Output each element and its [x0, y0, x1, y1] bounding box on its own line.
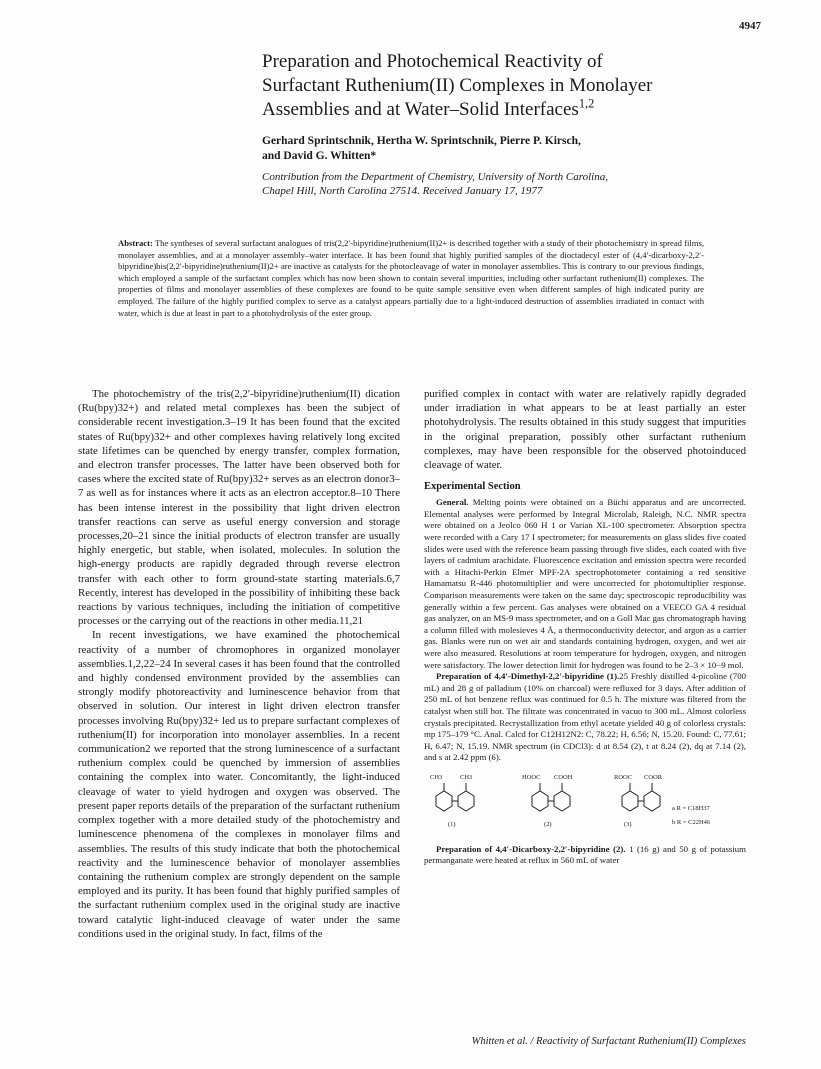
structure-3 — [622, 783, 660, 811]
structure-2 — [532, 783, 570, 811]
ring-1b — [458, 791, 474, 811]
ring-2b — [554, 791, 570, 811]
page-number: 4947 — [739, 20, 761, 32]
label-hooc-a: HOOC — [522, 773, 541, 781]
authors-line-2: and David G. Whitten* — [262, 150, 377, 162]
affiliation-line-1: Contribution from the Department of Chemistry, University of North Carolina, — [262, 171, 608, 183]
left-column — [78, 387, 400, 941]
experimental-heading: Experimental Section — [424, 481, 521, 493]
label-ch3-a: CH3 — [430, 773, 443, 781]
title-refs: 1,2 — [578, 96, 595, 111]
abstract — [118, 238, 704, 319]
authors-line-1: Gerhard Sprintschnik, Hertha W. Sprintschnik, Pierre P. Kirsch, — [262, 135, 581, 147]
title-line-3: Assemblies and at Water–Solid Interfaces — [262, 99, 579, 120]
prep1-text: 25 Freshly distilled 4-picoline (700 mL) and 28 g of palladium (10% on charcoal) were refluxed for 3 days. After addition of 250 mL of hot benzene reflux was continued for 0.5 h. The mixture was filtered from the catalyst when still hot. The filtrate was concentrated in vacuo to 300 mL. Almost colorless crystals precipitated. Recrystallization from ethyl acetate yielded 40 g of colorless crystals: mp 175–179 °C. Anal. Calcd for C12H12N2: C, 78.22; H, 6.56; N, 15.20. Found: C, 77.61; H, 6.47; N, 15.19. NMR spectrum (in CDCl3): d at 8.54 (2), t at 8.24 (2), dq at 7.14 (2), and s at 2.42 ppm (6). — [424, 671, 746, 763]
label-rooc: ROOC — [614, 773, 633, 781]
article-title — [262, 50, 762, 122]
intro-paragraph-1: The photochemistry of the tris(2,2′-bipyridine)ruthenium(II) dication (Ru(bpy)32+) and related metal complexes has been the subject of considerable recent investigation.3–19 It has been found that the excited states of Ru(bpy)32+ and other complexes having relatively long excited state lifetimes can be quenched by energy transfer, complex formation, and electron transfer processes. The latter have been observed both for cases where the excited state of Ru(bpy)32+ serves as an electron donor3–7 as well as for instances where it acts as an electron acceptor.8–10 There has been intense interest in the possibility that light driven electron transfer reactions can serve as useful energy conversion and storage processes,20–21 since the initial products of electron transfer are usually highly energetic, but stable, when isolated, molecules. In solution the high-energy products are rapidly degraded through reverse electron transfer with each other to form ground-state starting materials.6,7 Recently, interest has developed in the possibility of inhibiting these back reactions by various techniques, including the initiation of competitive processes or the carrying out of the reactions in other media.11,21 — [78, 388, 400, 628]
abstract-label: Abstract: — [118, 238, 153, 248]
general-label: General. — [436, 497, 469, 508]
title-line-2: Surfactant Ruthenium(II) Complexes in Monolayer — [262, 75, 653, 96]
authors — [262, 134, 762, 164]
abstract-text: The syntheses of several surfactant analogues of tris(2,2′-bipyridine)ruthenium(II)2+ is described together with a study of their photochemistry in spread films, monolayer assemblies, and at a monolayer assembly–water interface. It has been found that highly purified samples of the dioctadecyl ester of (4,4′-dicarboxy-2,2′-bipyridine)bis(2,2′-bipyridine)ruthenium(II)2+ are inactive as catalysts for the photocleavage of water in monolayer assemblies. This is contrary to our previous findings, which employed a sample of the surfactant complex which has now been shown to contain several impurities, including other surfactant ruthenium(II) complexes. The properties of films and monolayer assemblies of these complexes are found to be quite sample sensitive even when different samples of high indicated purity are employed. The failure of the highly purified complex to serve as a catalyst appears partially due to a light-induced destruction of assemblies irradiated in contact with water, which is due at least in part to a photohydrolysis of the ester group. — [118, 238, 704, 318]
prep1-label: Preparation of 4,4′-Dimethyl-2,2′-bipyridine (1). — [436, 671, 620, 682]
ring-2a — [532, 791, 548, 811]
label-compound-2: (2) — [544, 820, 552, 828]
running-footer: Whitten et al. / Reactivity of Surfactant Ruthenium(II) Complexes — [471, 1036, 746, 1047]
prep2-label: Preparation of 4,4′-Dicarboxy-2,2′-bipyridine (2). — [436, 843, 626, 854]
right-paragraph-1: purified complex in contact with water are relatively rapidly degraded under irradiation in what appears to be at least partially an ester photohydrolysis. The results obtained in this study suggest that impurities in the original preparation, possibly other surfactant ruthenium complexes, may have been responsible for the observed photoinduced cleavage of water. — [424, 388, 746, 472]
title-line-1: Preparation and Photochemical Reactivity of — [262, 51, 603, 72]
general-text: Melting points were obtained on a Büchi apparatus and are uncorrected. Elemental analyses were performed by Integral Microlab, Raleigh, N.C. NMR spectra were obtained on a Jeolco 060 H 1 or Varian XL-100 spectrometer. Absorption spectra were recorded with a Cary 17 I spectrometer; for measurements on glass slides five coated slides were used with the reference beam passing through five slides, each coated with five layers of cadmium arachidate. Fluorescence excitation and emission spectra were recorded with a Hitachi-Perkin Elmer MPF-2A spectrophotometer containing a red sensitive Hamamatsu R-446 photomultiplier and were uncorrected for photomultiplier response. Comparison measurements were taken on the same day; spectroscopic reproducibility was generally within a few percent. Gas analyses were obtained on a VEECO GA 4 residual gas analyzer, on an MS-9 mass spectrometer, and on a Goll Mac gas chromatograph having a column filled with molesieves 4 Å, a thermoconductivity detector, and argon as a carrier gas. Blanks were run on wet air and standards containing hydrogen, oxygen, and wet air were also measured. Resolutions at room temperature for hydrogen, oxygen, and nitrogen were satisfactory. The lower detection limit for hydrogen was found to be 2–3 × 10−9 mol. — [424, 497, 746, 670]
affiliation-line-2: Chapel Hill, North Carolina 27514. Received January 17, 1977 — [262, 185, 543, 197]
structure-1 — [436, 783, 474, 811]
label-compound-1: (1) — [448, 820, 456, 828]
label-r-a: a R = C18H37 — [672, 804, 710, 812]
structures-svg — [424, 768, 746, 838]
intro-paragraph-2: In recent investigations, we have examined the photochemical reactivity of a number of chromophores in organized monolayer assemblies.1,2,22–24 In several cases it has been found that the controlled and highly condensed environment provided by the assemblies can strongly modify photoreactivity and luminescence behavior from that observed in solution. Our interest in light driven electron transfer processes involving Ru(bpy)32+ led us to prepare surfactant complexes of ruthenium(II) for incorporation into monolayer assemblies. In a recent communication2 we reported that the strong luminescence of a surfactant ruthenium complex could be quenched by immersion of assemblies containing the complex into water. Concomitantly, the light-induced cleavage of water to yield hydrogen and oxygen was observed. The present paper reports details of the preparation of the surfactant ruthenium complex together with a more detailed study of the photochemistry and luminescence phenomena of the complexes in monolayer films and assemblies. The results of this study indicate that both the photochemical reactivity and the luminescence behavior of monolayer assemblies containing the ruthenium complex are strongly dependent on the sample employed and its purity. It has been found that highly purified samples of the surfactant ruthenium complex used in the original study are inactive toward catalytic light-induced cleavage of water under the same conditions used in the original study. In fact, films of the — [78, 629, 400, 940]
chemical-structures — [424, 768, 746, 838]
right-column — [424, 387, 746, 867]
label-compound-3: (3) — [624, 820, 632, 828]
label-coor: COOR — [644, 773, 663, 781]
label-cooh-a: COOH — [554, 773, 573, 781]
ring-1a — [436, 791, 452, 811]
article-header — [262, 50, 762, 198]
ring-3a — [622, 791, 638, 811]
experimental-body — [424, 497, 746, 867]
prep2-text: 1 (16 g) and 50 g of potassium permanganate were heated at reflux in 560 mL of water — [424, 843, 747, 866]
label-ch3-b: CH3 — [460, 773, 473, 781]
label-r-b: b R = C22H46 — [672, 818, 711, 826]
affiliation — [262, 170, 762, 198]
ring-3b — [644, 791, 660, 811]
